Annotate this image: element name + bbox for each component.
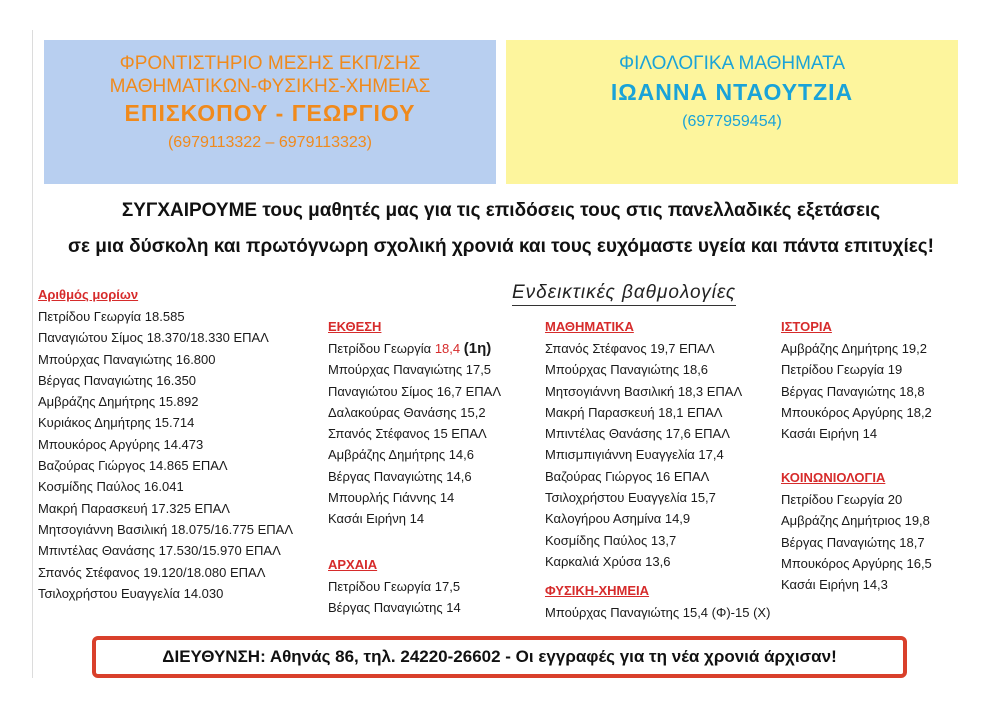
archaia-heading: ΑΡΧΑΙΑ (328, 557, 378, 572)
list-item: Μητσογιάννη Βασιλική 18,3 ΕΠΑΛ (545, 383, 743, 399)
list-item: Μακρή Παρασκευή 17.325 ΕΠΑΛ (38, 500, 230, 516)
list-item: Δαλακούρας Θανάσης 15,2 (328, 404, 486, 420)
list-item: Μητσογιάννη Βασιλική 18.075/16.775 ΕΠΑΛ (38, 521, 293, 537)
list-item: Μπουκόρος Αργύρης 16,5 (781, 555, 932, 571)
philology-banner (506, 40, 958, 184)
list-item: Σπανός Στέφανος 15 ΕΠΑΛ (328, 426, 487, 442)
indicative-scores-title: Ενδεικτικές βαθμολογίες (512, 282, 736, 306)
list-item: Βέργας Παναγιώτης 14,6 (328, 468, 472, 484)
list-item: Βέργας Παναγιώτης 18,7 (781, 534, 925, 550)
points-heading: Αριθμός μορίων (38, 287, 139, 302)
list-item: Μπούρχας Παναγιώτης 15,4 (Φ)-15 (Χ) (545, 605, 771, 620)
list-item: Κυριάκος Δημήτρης 15.714 (38, 415, 195, 431)
list-item: Βαζούρας Γιώργος 14.865 ΕΠΑΛ (38, 458, 228, 474)
list-item: Βέργας Παναγιώτης 18,8 (781, 383, 925, 399)
congrats-line-2: σε μια δύσκολη και πρωτόγνωρη σχολική χρονιά και τους ευχόμαστε υγεία και πάντα επιτυχίες! (67, 236, 935, 257)
list-item: Αμβράζης Δημήτρης 15.892 (38, 394, 199, 410)
list-item: Κοσμίδης Παύλος 16.041 (38, 479, 184, 495)
list-item-top (328, 338, 501, 359)
list-item: Παναγιώτου Σίμος 18.370/18.330 ΕΠΑΛ (38, 330, 269, 346)
list-item: Τσιλοχρήστου Ευαγγελία 14.030 (38, 585, 224, 601)
istoria-column (781, 316, 932, 444)
fysiki-column (545, 580, 770, 623)
list-item: Κασάι Ειρήνη 14,3 (781, 577, 888, 593)
fysiki-heading: ΦΥΣΙΚΗ-ΧΗΜΕΙΑ (545, 583, 650, 598)
list-item: Πετρίδου Γεωργία 17,5 (328, 579, 461, 594)
list-item: Αμβράζης Δημήτρης 19,2 (781, 341, 928, 356)
congrats-line-1: ΣΥΓΧΑΙΡΟΥΜΕ τους μαθητές μας για τις επιδόσεις τους στις πανελλαδικές εξετάσεις (121, 200, 881, 221)
list-item: Πετρίδου Γεωργία 20 (781, 492, 903, 507)
mathimatika-column (545, 316, 742, 572)
list-item: Τσιλοχρήστου Ευαγγελία 15,7 (545, 490, 716, 506)
list-item: Μακρή Παρασκευή 18,1 ΕΠΑΛ (545, 404, 723, 420)
list-item: Πετρίδου Γεωργία 18.585 (38, 309, 185, 324)
list-item: Μπούρχας Παναγιώτης 17,5 (328, 362, 492, 378)
points-column (38, 284, 293, 604)
center-name-line: ΦΡΟΝΤΙΣΤΗΡΙΟ ΜΕΣΗΣ ΕΚΠ/ΣΗΣ (119, 53, 421, 74)
list-item: Μπιντέλας Θανάσης 17.530/15.970 ΕΠΑΛ (38, 543, 281, 559)
list-item: Βέργας Παναγιώτης 16.350 (38, 372, 197, 388)
list-item: Μπουκόρος Αργύρης 14.473 (38, 436, 204, 452)
list-item: Πετρίδου Γεωργία 19 (781, 362, 903, 378)
list-item: Βαζούρας Γιώργος 16 ΕΠΑΛ (545, 468, 710, 484)
list-item: Σπανός Στέφανος 19.120/18.080 ΕΠΑΛ (38, 564, 266, 580)
top-student-name: Πετρίδου Γεωργία (328, 341, 435, 356)
ekthesi-heading: ΕΚΘΕΣΗ (328, 319, 382, 334)
center-phones: (6979113322 – 6979113323) (167, 134, 373, 151)
archaia-column (328, 554, 461, 619)
list-item: Καλογήρου Ασημίνα 14,9 (545, 511, 691, 527)
philology-title: ΦΙΛΟΛΟΓΙΚΑ ΜΑΘΗΜΑΤΑ (618, 53, 846, 74)
teacher-name: ΙΩΑΝΝΑ ΝΤΑΟΥΤΖΙΑ (610, 79, 854, 105)
list-item: Αμβράζης Δημήτριος 19,8 (781, 513, 930, 529)
list-item: Μπουρλής Γιάννης 14 (328, 490, 455, 506)
top-student-score: 18,4 (434, 341, 461, 356)
list-item: Σπανός Στέφανος 19,7 ΕΠΑΛ (545, 341, 715, 356)
list-item: Μπούρχας Παναγιώτης 18,6 (545, 362, 709, 378)
istoria-heading: ΙΣΤΟΡΙΑ (781, 319, 832, 334)
center-owners-line: ΕΠΙΣΚΟΠΟΥ - ΓΕΩΡΓΙΟΥ (124, 100, 416, 126)
mathimatika-heading: ΜΑΘΗΜΑΤΙΚΑ (545, 319, 634, 334)
koinoniologia-heading: ΚΟΙΝΩΝΙΟΛΟΓΙΑ (781, 470, 886, 485)
list-item: Μπούρχας Παναγιώτης 16.800 (38, 351, 216, 367)
address-banner: ΔΙΕΥΘΥΝΣΗ: Αθηνάς 86, τηλ. 24220-26602 - Οι εγγραφές για τη νέα χρονιά άρχισαν! (92, 636, 907, 678)
ekthesi-column (328, 316, 501, 530)
list-item: Μπισμπιγιάννη Ευαγγελία 17,4 (545, 447, 724, 463)
list-item: Καρκαλιά Χρύσα 13,6 (545, 553, 671, 569)
koinoniologia-column (781, 467, 932, 595)
list-item: Μπουκόρος Αργύρης 18,2 (781, 404, 932, 420)
center-subjects-line: ΜΑΘΗΜΑΤΙΚΩΝ-ΦΥΣΙΚΗΣ-ΧΗΜΕΙΑΣ (109, 76, 431, 97)
list-item: Κασάι Ειρήνη 14 (781, 426, 878, 442)
teacher-phone: (6977959454) (682, 113, 782, 130)
left-margin-line (32, 30, 33, 678)
list-item: Κοσμίδης Παύλος 13,7 (545, 532, 677, 548)
list-item: Παναγιώτου Σίμος 16,7 ΕΠΑΛ (328, 383, 502, 399)
list-item: Κασάι Ειρήνη 14 (328, 511, 425, 527)
list-item: Αμβράζης Δημήτρης 14,6 (328, 447, 475, 463)
list-item: Βέργας Παναγιώτης 14 (328, 600, 461, 616)
list-item: Μπιντέλας Θανάσης 17,6 ΕΠΑΛ (545, 426, 730, 442)
tutoring-center-banner (44, 40, 496, 184)
top-student-rank: (1η) (463, 340, 492, 357)
